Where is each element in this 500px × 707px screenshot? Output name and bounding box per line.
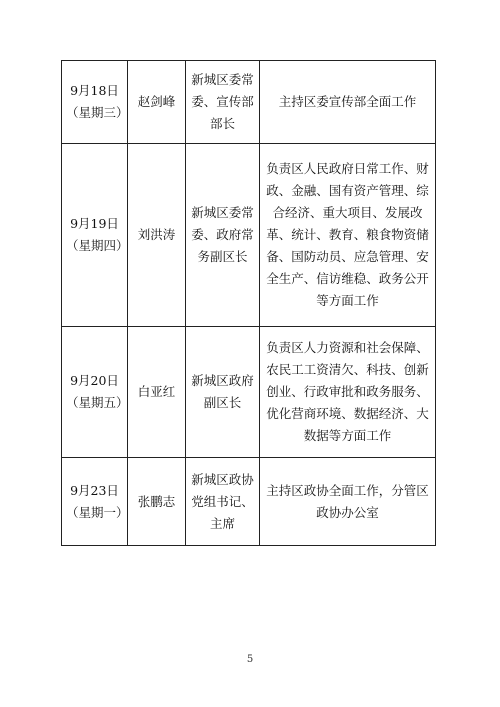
date-text: 9月18日	[70, 83, 119, 98]
leader-schedule-table	[61, 60, 436, 546]
position-cell: 新城区政协党组书记、主席	[186, 458, 260, 546]
table-row	[62, 327, 436, 458]
name-cell: 张鹏志	[128, 458, 186, 546]
duty-cell: 主持区委宣传部全面工作	[260, 61, 436, 144]
position-cell: 新城区政府副区长	[186, 327, 260, 458]
position-cell: 新城区委常委、政府常务副区长	[186, 144, 260, 327]
duty-cell: 负责区人民政府日常工作、财政、金融、国有资产管理、综合经济、重大项目、发展改革、统计、教育、粮食物资储备、国防动员、应急管理、安全生产、信访维稳、政务公开等方面工作	[260, 144, 436, 327]
table-row	[62, 458, 436, 546]
page-number: 5	[246, 654, 254, 665]
name-cell: 赵剑峰	[128, 61, 186, 144]
date-cell	[62, 144, 128, 327]
table-row	[62, 144, 436, 327]
table-row	[62, 61, 436, 144]
date-cell	[62, 458, 128, 546]
weekday-text: （星期五）	[66, 395, 129, 410]
duty-cell: 主持区政协全面工作，分管区政协办公室	[260, 458, 436, 546]
name-cell: 白亚红	[128, 327, 186, 458]
position-cell: 新城区委常委、宣传部部长	[186, 61, 260, 144]
weekday-text: （星期一）	[66, 504, 129, 520]
date-cell	[62, 61, 128, 144]
weekday-text: （星期三）	[66, 105, 129, 120]
date-text: 9月20日	[70, 373, 119, 388]
weekday-text: （星期四）	[66, 238, 129, 253]
name-cell: 刘洪涛	[128, 144, 186, 327]
date-text: 9月19日	[70, 216, 119, 231]
date-cell	[62, 327, 128, 458]
duty-cell: 负责区人力资源和社会保障、农民工工资清欠、科技、创新创业、行政审批和政务服务、优化营商环境、数据经济、大数据等方面工作	[260, 327, 436, 458]
date-text: 9月23日	[70, 482, 119, 498]
